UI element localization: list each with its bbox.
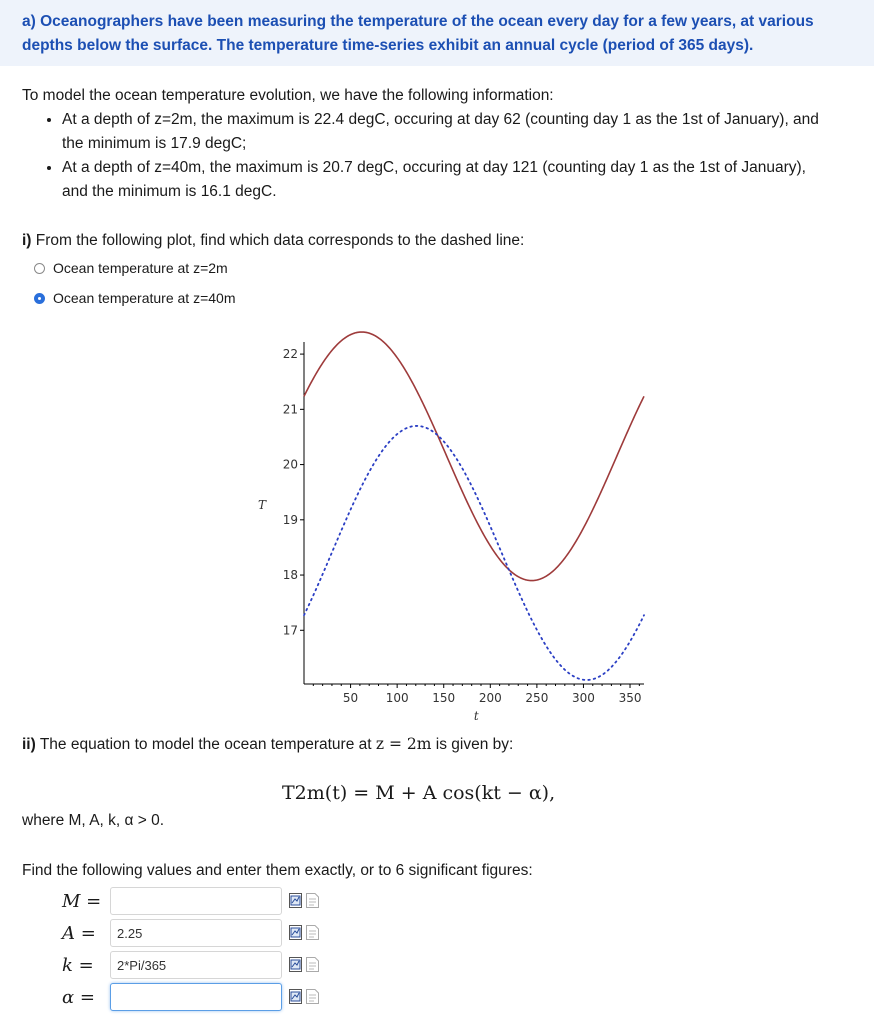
x-tick-label: 350 bbox=[618, 691, 642, 705]
answer-instruction: Find the following values and enter them exactly, or to 6 significant figures: bbox=[22, 862, 533, 879]
part-ii-depth: z = 2m bbox=[375, 735, 432, 753]
question-header bbox=[0, 0, 874, 66]
info-item-40m-line1: At a depth of z=40m, the maximum is 20.7 degC, occuring at day 121 (counting day 1 as the 1st of January), bbox=[62, 159, 806, 176]
var-label-alpha: α = bbox=[62, 986, 95, 1008]
var-A: A bbox=[62, 922, 75, 944]
answer-row-k bbox=[62, 950, 102, 980]
y-tick-label: 17 bbox=[282, 623, 298, 638]
radio-option-2m[interactable] bbox=[34, 257, 228, 279]
preview-icon[interactable] bbox=[289, 957, 302, 972]
var-alpha: α bbox=[62, 986, 75, 1008]
info-item-2m bbox=[62, 108, 862, 156]
x-tick-label: 100 bbox=[385, 691, 409, 705]
part-ii-label: ii) bbox=[22, 736, 36, 753]
syntax-help-icon[interactable] bbox=[306, 893, 319, 908]
radio-label-2m[interactable]: Ocean temperature at z=2m bbox=[53, 260, 228, 276]
x-tick-label: 50 bbox=[342, 691, 359, 705]
y-tick-label: 18 bbox=[282, 568, 298, 583]
input-M[interactable] bbox=[110, 887, 282, 915]
series-line-2m bbox=[304, 332, 644, 581]
x-tick-label: 300 bbox=[571, 691, 595, 705]
preview-icon[interactable] bbox=[289, 893, 302, 908]
where-constraint: where M, A, k, α > 0. bbox=[22, 812, 165, 829]
part-i-question bbox=[22, 230, 524, 252]
info-list bbox=[22, 108, 862, 204]
answer-row-M bbox=[62, 886, 102, 916]
radio-option-40m[interactable] bbox=[34, 287, 236, 309]
part-i-label: i) bbox=[22, 232, 32, 249]
x-tick-label: 150 bbox=[432, 691, 456, 705]
y-tick-label: 19 bbox=[282, 512, 298, 527]
series-line-40m bbox=[304, 426, 644, 680]
radio-button-40m[interactable] bbox=[34, 293, 45, 304]
temperature-chart bbox=[246, 322, 652, 730]
syntax-help-icon[interactable] bbox=[306, 957, 319, 972]
var-label-k: k = bbox=[62, 954, 94, 976]
info-item-2m-line2: the minimum is 17.9 degC; bbox=[62, 135, 247, 152]
y-axis-label: T bbox=[257, 497, 267, 512]
input-A[interactable]: 2.25 bbox=[110, 919, 282, 947]
answer-row-alpha bbox=[62, 982, 102, 1012]
header-line-2: depths below the surface. The temperature time-series exhibit an annual cycle (period of 365 days). bbox=[22, 37, 754, 54]
part-ii-question bbox=[22, 733, 513, 756]
model-equation: T2m(t) = M + A cos(kt − α), bbox=[282, 782, 556, 804]
syntax-help-icon[interactable] bbox=[306, 925, 319, 940]
preview-icon[interactable] bbox=[289, 925, 302, 940]
temperature-plot bbox=[246, 322, 652, 730]
y-tick-label: 22 bbox=[282, 347, 298, 362]
info-item-2m-line1: At a depth of z=2m, the maximum is 22.4 degC, occuring at day 62 (counting day 1 as the 1st of January), and bbox=[62, 111, 819, 128]
preview-icon[interactable] bbox=[289, 989, 302, 1004]
x-tick-label: 250 bbox=[525, 691, 549, 705]
answer-row-A bbox=[62, 918, 102, 948]
radio-button-2m[interactable] bbox=[34, 263, 45, 274]
header-line-1: a) Oceanographers have been measuring the temperature of the ocean every day for a few years, at various bbox=[22, 13, 814, 30]
radio-label-40m[interactable]: Ocean temperature at z=40m bbox=[53, 290, 236, 306]
input-k[interactable]: 2*Pi/365 bbox=[110, 951, 282, 979]
x-tick-label: 200 bbox=[478, 691, 502, 705]
part-ii-text-end: is given by: bbox=[435, 736, 514, 753]
intro-section bbox=[22, 84, 862, 204]
var-k: k bbox=[62, 954, 73, 976]
var-label-M: M = bbox=[62, 890, 102, 912]
x-axis-label: t bbox=[473, 709, 479, 723]
info-item-40m bbox=[62, 156, 862, 204]
intro-text: To model the ocean temperature evolution, we have the following information: bbox=[22, 87, 554, 104]
input-alpha[interactable] bbox=[110, 983, 282, 1011]
var-label-A: A = bbox=[62, 922, 96, 944]
part-ii-text: The equation to model the ocean temperature at bbox=[39, 736, 372, 753]
syntax-help-icon[interactable] bbox=[306, 989, 319, 1004]
y-tick-label: 21 bbox=[282, 402, 298, 417]
info-item-40m-line2: and the minimum is 16.1 degC. bbox=[62, 183, 277, 200]
y-tick-label: 20 bbox=[282, 457, 298, 472]
var-M: M bbox=[62, 890, 81, 912]
part-i-text: From the following plot, find which data corresponds to the dashed line: bbox=[35, 232, 525, 249]
